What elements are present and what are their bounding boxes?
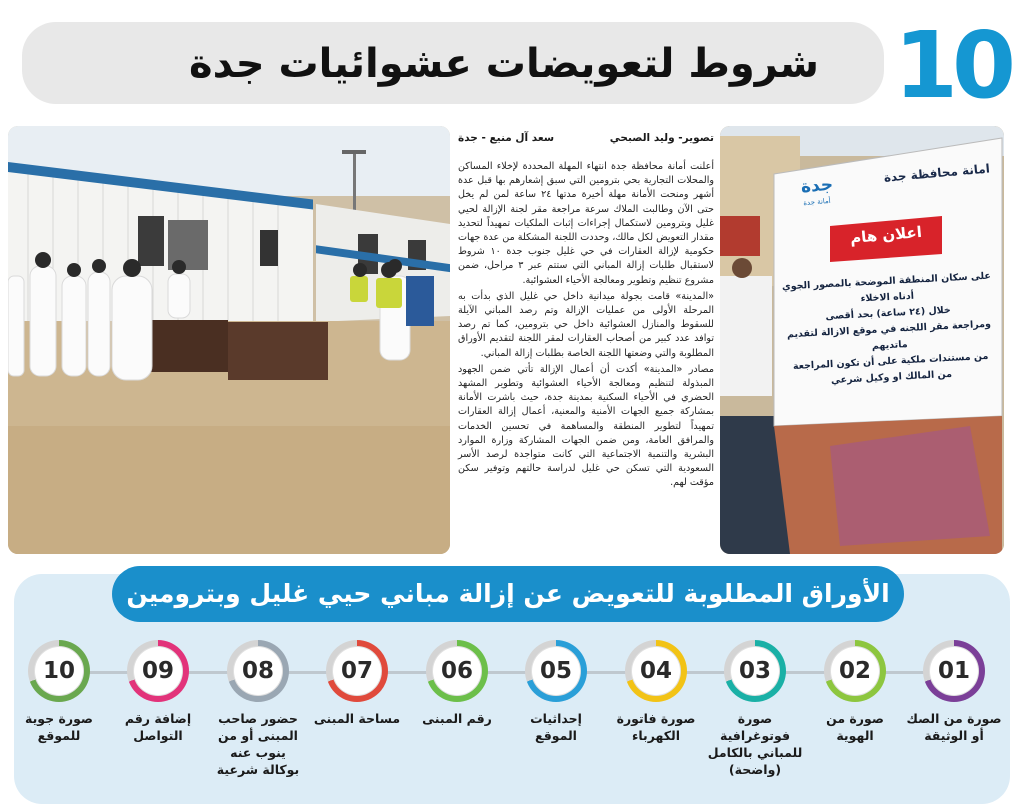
step-ring [227,640,289,702]
step-label: إضافة رقم التواصل [124,711,192,743]
step-number: 10 [35,647,83,695]
step-label: حضور صاحب المبنى أو من ينوب عنه بوكالة شرعية [216,711,300,777]
step-ring [923,640,985,702]
step-label: صورة من الهوية [826,711,884,743]
sign-logo: جدة [800,174,834,198]
step-label: صورة فوتوغرافية للمباني بالكامل (واضحة) [707,711,803,777]
article-paragraph: مصادر «المدينة» أكدت أن أعمال الإزالة تأتي ضمن الجهود المبذولة لتنظيم ومعالجة الأحياء العشوائية وتطوير المشهد الحضري في الأحياء السكنية بمدينة جدة، حيث باشرت الأمانة بمشاركة جميع الجهات الأمنية والمعنية، أعمال إزالة العقارات تمهيداً لتطوير المنطقة والمساهمة في تحسين الخدمات والمرافق العامة، ومن ضمن الجهات المشاركة وزارة الموارد البشرية والتنمية الاجتماعية التي كانت متواجدة لرصد الأسر السعودية التي تسكن حي غليل لدراسة حالتهم وتوفير سكن مؤقت لهم. [458,363,714,489]
photographer-credit: تصوير- وليد الصبحي [609,132,714,144]
sign-line: على سكان المنطقة الموضحة بالمصور الجوي أدناه الاخلاء [781,270,992,305]
headline-number: 10 [894,12,1011,119]
requirements-title: الأوراق المطلوبة للتعويض عن إزالة مباني حيي غليل وبترومين [112,566,904,622]
sign-line: من المالك او وكيل شرعي [830,368,953,387]
page-title: شروط لتعويضات عشوائيات جدة [189,41,819,87]
sign-line: من مستندات ملكية على أن تكون المراجعة [792,350,989,373]
step-number: 05 [532,647,580,695]
photo-notice-sign [720,126,1004,554]
byline [458,132,714,152]
step-number: 09 [134,647,182,695]
requirement-step [508,640,604,744]
step-number: 06 [433,647,481,695]
requirement-step [110,640,206,744]
requirement-step [11,640,107,744]
step-number: 01 [930,647,978,695]
requirement-step [309,640,405,727]
step-label: إحداثيات الموقع [530,711,582,743]
step-ring [326,640,388,702]
step-number: 08 [234,647,282,695]
step-ring [625,640,687,702]
step-ring [724,640,786,702]
step-label: مساحة المبنى [313,711,401,726]
step-ring [28,640,90,702]
step-ring [824,640,886,702]
requirement-step [807,640,903,744]
sign-line: خلال (٢٤ ساعة) بحد أقصى [825,304,952,323]
requirement-step [409,640,505,727]
sign-notice-text [779,268,999,391]
step-ring [525,640,587,702]
requirement-step [707,640,803,778]
step-label: صورة فاتورة الكهرباء [616,711,696,743]
step-label: صورة جوية للموقع [25,711,93,743]
article-paragraph: «المدينة» قامت بجولة ميدانية داخل حي غليل الذي بدأت به المرحلة الأولى من عمليات الإزالة وتم رصد المباني الآيلة للسقوط والمنازل العشوائية داخل حي بترومين، كما تم رصد توافد عدد كبير من أصحاب العقارات لمقر اللجنة لتقديم الأوراق المطلوبة والتي وضعتها اللجنة الخاصة بطلبات إزالة المباني. [458,290,714,359]
sign-line: ومراجعة مقر اللجنه في موقع الازالة لتقديم ماتديهم [786,318,992,352]
requirement-step [608,640,704,744]
article-body [458,160,714,556]
step-number: 03 [731,647,779,695]
requirement-step [906,640,1002,744]
step-number: 07 [333,647,381,695]
header-bar [22,22,884,104]
sign-logo-sub: أمانة جدة [802,196,832,208]
requirement-step [210,640,306,778]
step-label: رقم المبنى [422,711,492,726]
sign-banner: اعلان هام [849,222,923,248]
step-label: صورة من الصك أو الوثيقة [906,711,1002,743]
step-ring [426,640,488,702]
photo-site-office [8,126,450,554]
page-header [14,12,1011,119]
step-number: 02 [831,647,879,695]
author-credit: سعد آل منيع - جدة [458,132,555,144]
article-paragraph: أعلنت أمانة محافظة جدة انتهاء المهلة المحددة لإخلاء المساكن والمحلات التجارية بحي بترومين التي سبق إشعارهم بها قبل عدة أشهر ومنحت الأمانة مهلة أخيرة مدتها ٢٤ ساعة لمن لم يخل حتى الآن وطالبت الملاك سرعة مراجعة مقر لجنة الإزالة لحيي غليل وبترومين لاستكمال إجراءات إثبات الملكيات تمهيداً لتحديد مقدار التعويض لكل مالك، وحددت اللجنة المشكلة من عدة جهات حكومية لإزالة العقارات في حي غليل جنوب جدة ١٠ شروط لاستقبال طلبات إزالة المباني التي ستتم عبر ٣ مراحل، ضمن مشروع تنظيم وتطوير ومعالجة الأحياء العشوائية. [458,161,714,286]
step-number: 04 [632,647,680,695]
sign-org: امانة محافظة جدة [883,161,991,185]
step-ring [127,640,189,702]
